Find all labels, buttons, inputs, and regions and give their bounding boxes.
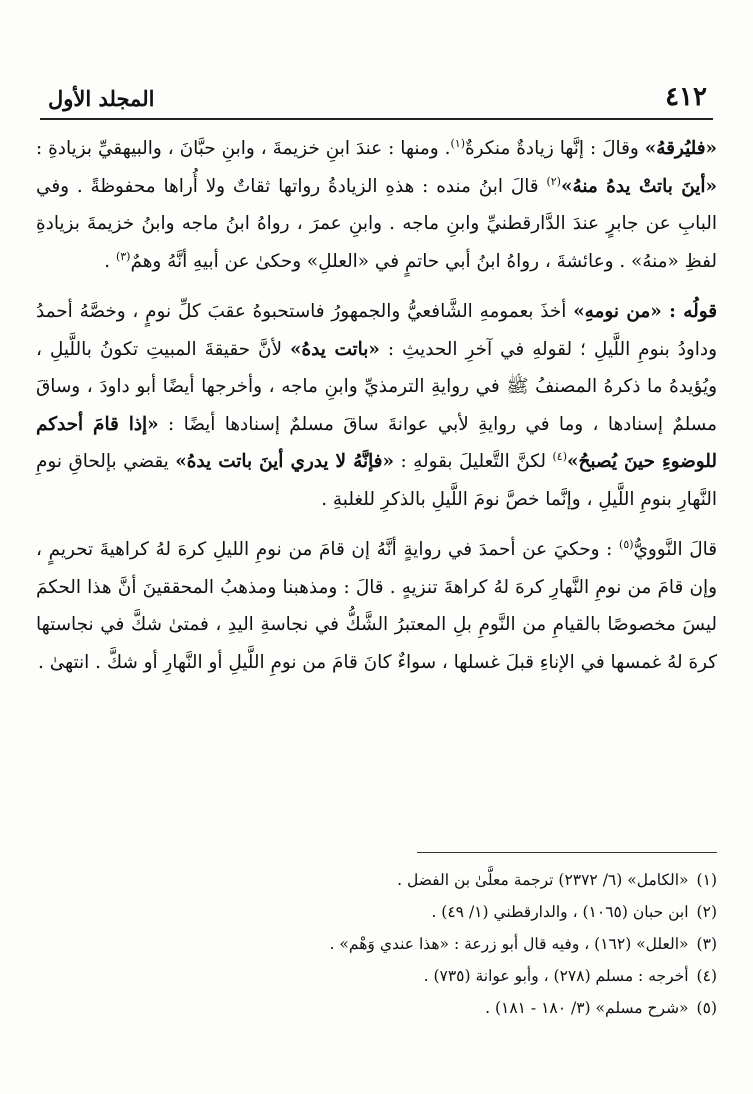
text-run: قالَ النَّوويُّ (633, 539, 717, 560)
footnote-number: (٢) (696, 903, 717, 921)
footnote-divider (417, 852, 717, 853)
footnote-number: (٥) (696, 999, 717, 1017)
footnote-4 (36, 960, 717, 992)
text-run: لكنَّ التَّعليلَ بقولهِ : (393, 451, 553, 472)
footnote-5 (36, 992, 717, 1024)
text-run: . ومنها : عندَ ابنِ خزيمةَ ، وابنِ حبَّانَ ، والبيهقيِّ بزيادةِ : (36, 138, 451, 159)
text-run: : وحكيَ عن أحمدَ في روايةٍ أنَّهُ إن قامَ من نومِ الليلِ كرهَ لهُ كراهيةَ تحريمٍ ، وإن قامَ من نومِ النَّهارِ كرهَ لهُ كراهةَ تنزيهٍ . قالَ : ومذهبنا ومذهبُ المحققينَ أنَّ هذا الحكمَ ليسَ مخصوصًا بالقيامِ من النَّومِ بلِ المعتبرُ الشَّكُّ في نجاسةِ اليدِ ، فمتىٰ شكَّ في نجاستها كرهَ لهُ غمسها في الإناءِ قبلَ غسلها ، سواءٌ كانَ قامَ من نومِ اللَّيلِ أو النَّهارِ أو شكَّ . انتهىٰ . (36, 539, 717, 673)
footnote-text: «شرح مسلم» (٣/ ١٨٠ - ١٨١) . (485, 999, 689, 1017)
quote: «فإنَّهُ لا يدري أينَ باتت يدهُ» (175, 451, 394, 472)
footnote-text: ابن حبان (١٠٦٥) ، والدارقطني (١/ ٤٩) . (431, 903, 689, 921)
footnote-ref-4[interactable]: (٤) (552, 449, 568, 463)
running-title: المجلد الأول (48, 86, 155, 111)
footnote-text: أخرجه : مسلم (٢٧٨) ، وأبو عوانة (٧٣٥) . (423, 967, 689, 985)
text-run: وقالَ : إنَّها زيادةٌ منكرةٌ (464, 138, 645, 159)
paragraph-2 (36, 293, 717, 518)
text-run: أخذَ بعمومهِ الشَّافعيُّ والجمهورُ فاستحبوهُ عقبَ كلِّ نومٍ ، وخصَّهُ أحمدُ وداودُ بنومِ اللَّيلِ ؛ لقولهِ في آخرِ الحديثِ : (36, 301, 717, 360)
page-header (40, 74, 713, 120)
footnote-ref-5[interactable]: (٥) (619, 537, 634, 551)
commentary-marker: قولُه : (669, 301, 717, 322)
quote: «من نومهِ» (573, 301, 670, 322)
quote: «باتت يدهُ» (289, 338, 380, 360)
footnote-ref-2[interactable]: (٢) (546, 174, 561, 188)
text-run: قالَ ابنُ منده : هذهِ الزيادةُ رواتها ثقاتٌ ولا أُراها محفوظةً . وفي البابِ عن جابرٍ عندَ الدَّارقطنيِّ وابنِ ماجه . وابنِ عمرَ ، رواهُ ابنُ ماجه وابنُ خزيمةَ بزيادةِ لفظِ «منهُ» . وعائشةَ ، رواهُ ابنُ أبي حاتمٍ في «العللِ» وحكىٰ عن أبيهِ أنَّهُ وهمٌ (36, 175, 717, 272)
footnote-3 (36, 928, 717, 960)
footnote-number: (٤) (696, 967, 717, 985)
quote: «إذا قامَ أحدكم للوضوءِ حينَ يُصبحُ» (36, 413, 717, 472)
quote: «أينَ باتتْ يدهُ منهُ» (560, 175, 717, 197)
paragraph-3 (36, 531, 717, 681)
footnote-1 (36, 864, 717, 896)
footnote-ref-3[interactable]: (٣) (115, 249, 131, 263)
quote: «فليُرقهُ» (644, 138, 717, 159)
page-number: ٤١٢ (665, 82, 707, 112)
footnotes (36, 864, 717, 1024)
footnote-number: (١) (696, 871, 717, 889)
footnote-number: (٣) (696, 935, 717, 953)
footnote-text: «الكامل» (٦/ ٢٣٧٢) ترجمة معلَّىٰ بن الفضل . (397, 871, 689, 889)
footnote-text: «العلل» (١٦٢) ، وفيه قال أبو زرعة : «هذا عندي وَهْم» . (329, 935, 689, 953)
text-run: لأنَّ حقيقةَ المبيتِ تكونُ باللَّيلِ ، ويُؤيدهُ ما ذكرهُ المصنفُ ﷺ في روايةِ الترمذيِّ وابنِ ماجه ، وأخرجها أيضًا أبو داودَ ، وساقَ مسلمٌ إسنادها ، وما في روايةِ لأبي عوانةَ ساقَ مسلمٌ إسنادها أيضًا : (36, 338, 717, 435)
text-run: يقضي بإلحاقِ نومِ النَّهارِ بنومِ اللَّيلِ ، وإنَّما خصَّ نومَ اللَّيلِ بالذكرِ للغلبةِ . (36, 451, 717, 510)
footnote-ref-1[interactable]: (١) (450, 136, 465, 150)
text-run: . (104, 250, 116, 272)
footnote-2 (36, 896, 717, 928)
paragraph-1 (36, 130, 717, 280)
main-text (36, 130, 717, 681)
